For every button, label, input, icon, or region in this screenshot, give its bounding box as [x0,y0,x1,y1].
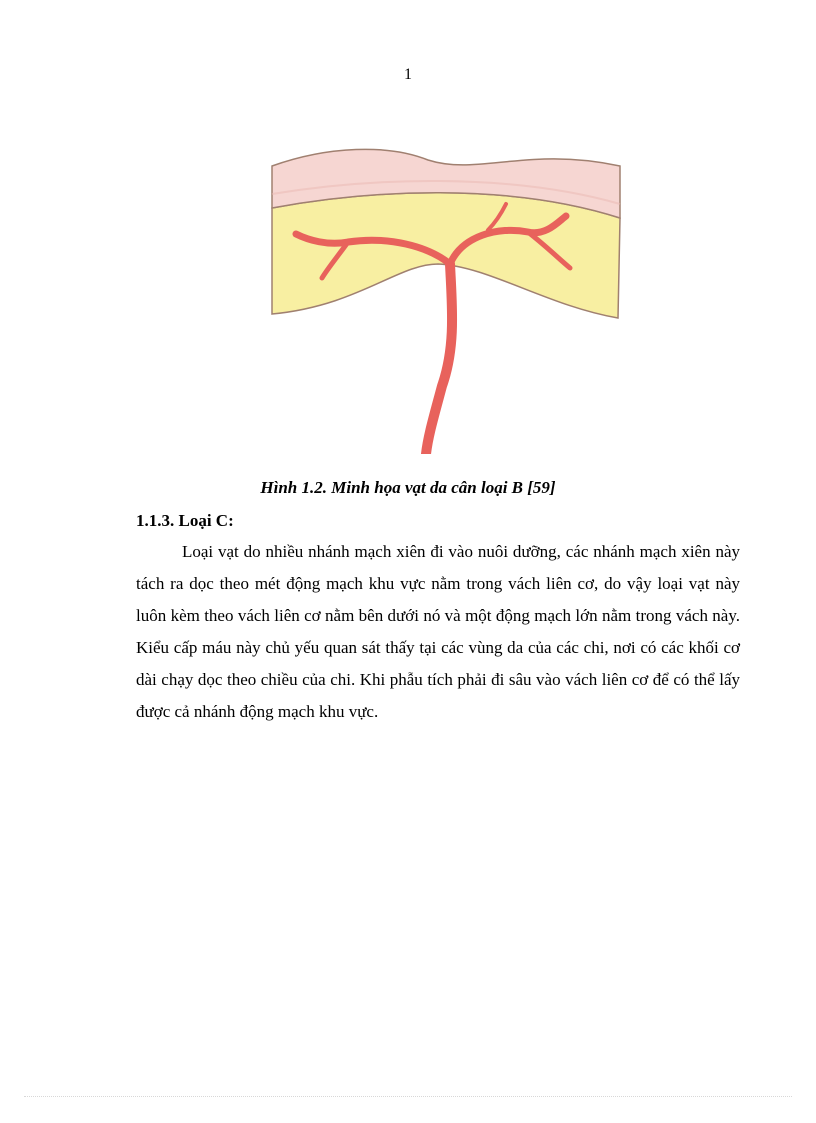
page-number: 1 [404,66,412,83]
figure-caption: Hình 1.2. Minh họa vạt da cân loại B [59] [260,478,556,497]
vessel-trunk [426,264,452,454]
footer-divider [24,1096,792,1097]
figure-illustration [228,136,648,454]
body-paragraph: Loại vạt do nhiều nhánh mạch xiên đi vào nuôi dưỡng, các nhánh mạch xiên này tách ra dọc theo mét động mạch khu vực nằm trong vách liên cơ, do vậy loại vạt này luôn kèm theo vách liên cơ nằm bên dưới nó và một động mạch lớn nằm trong vách này. Kiểu cấp máu này chủ yếu quan sát thấy tại các vùng da của các chi, nơi có các khối cơ dài chạy dọc theo chiều của chi. Khi phẫu tích phải đi sâu vào vách liên cơ để có thể lấy được cả nhánh động mạch khu vực. [136,542,740,721]
section-heading: 1.1.3. Loại C: [136,511,234,530]
fat-layer [272,193,620,318]
